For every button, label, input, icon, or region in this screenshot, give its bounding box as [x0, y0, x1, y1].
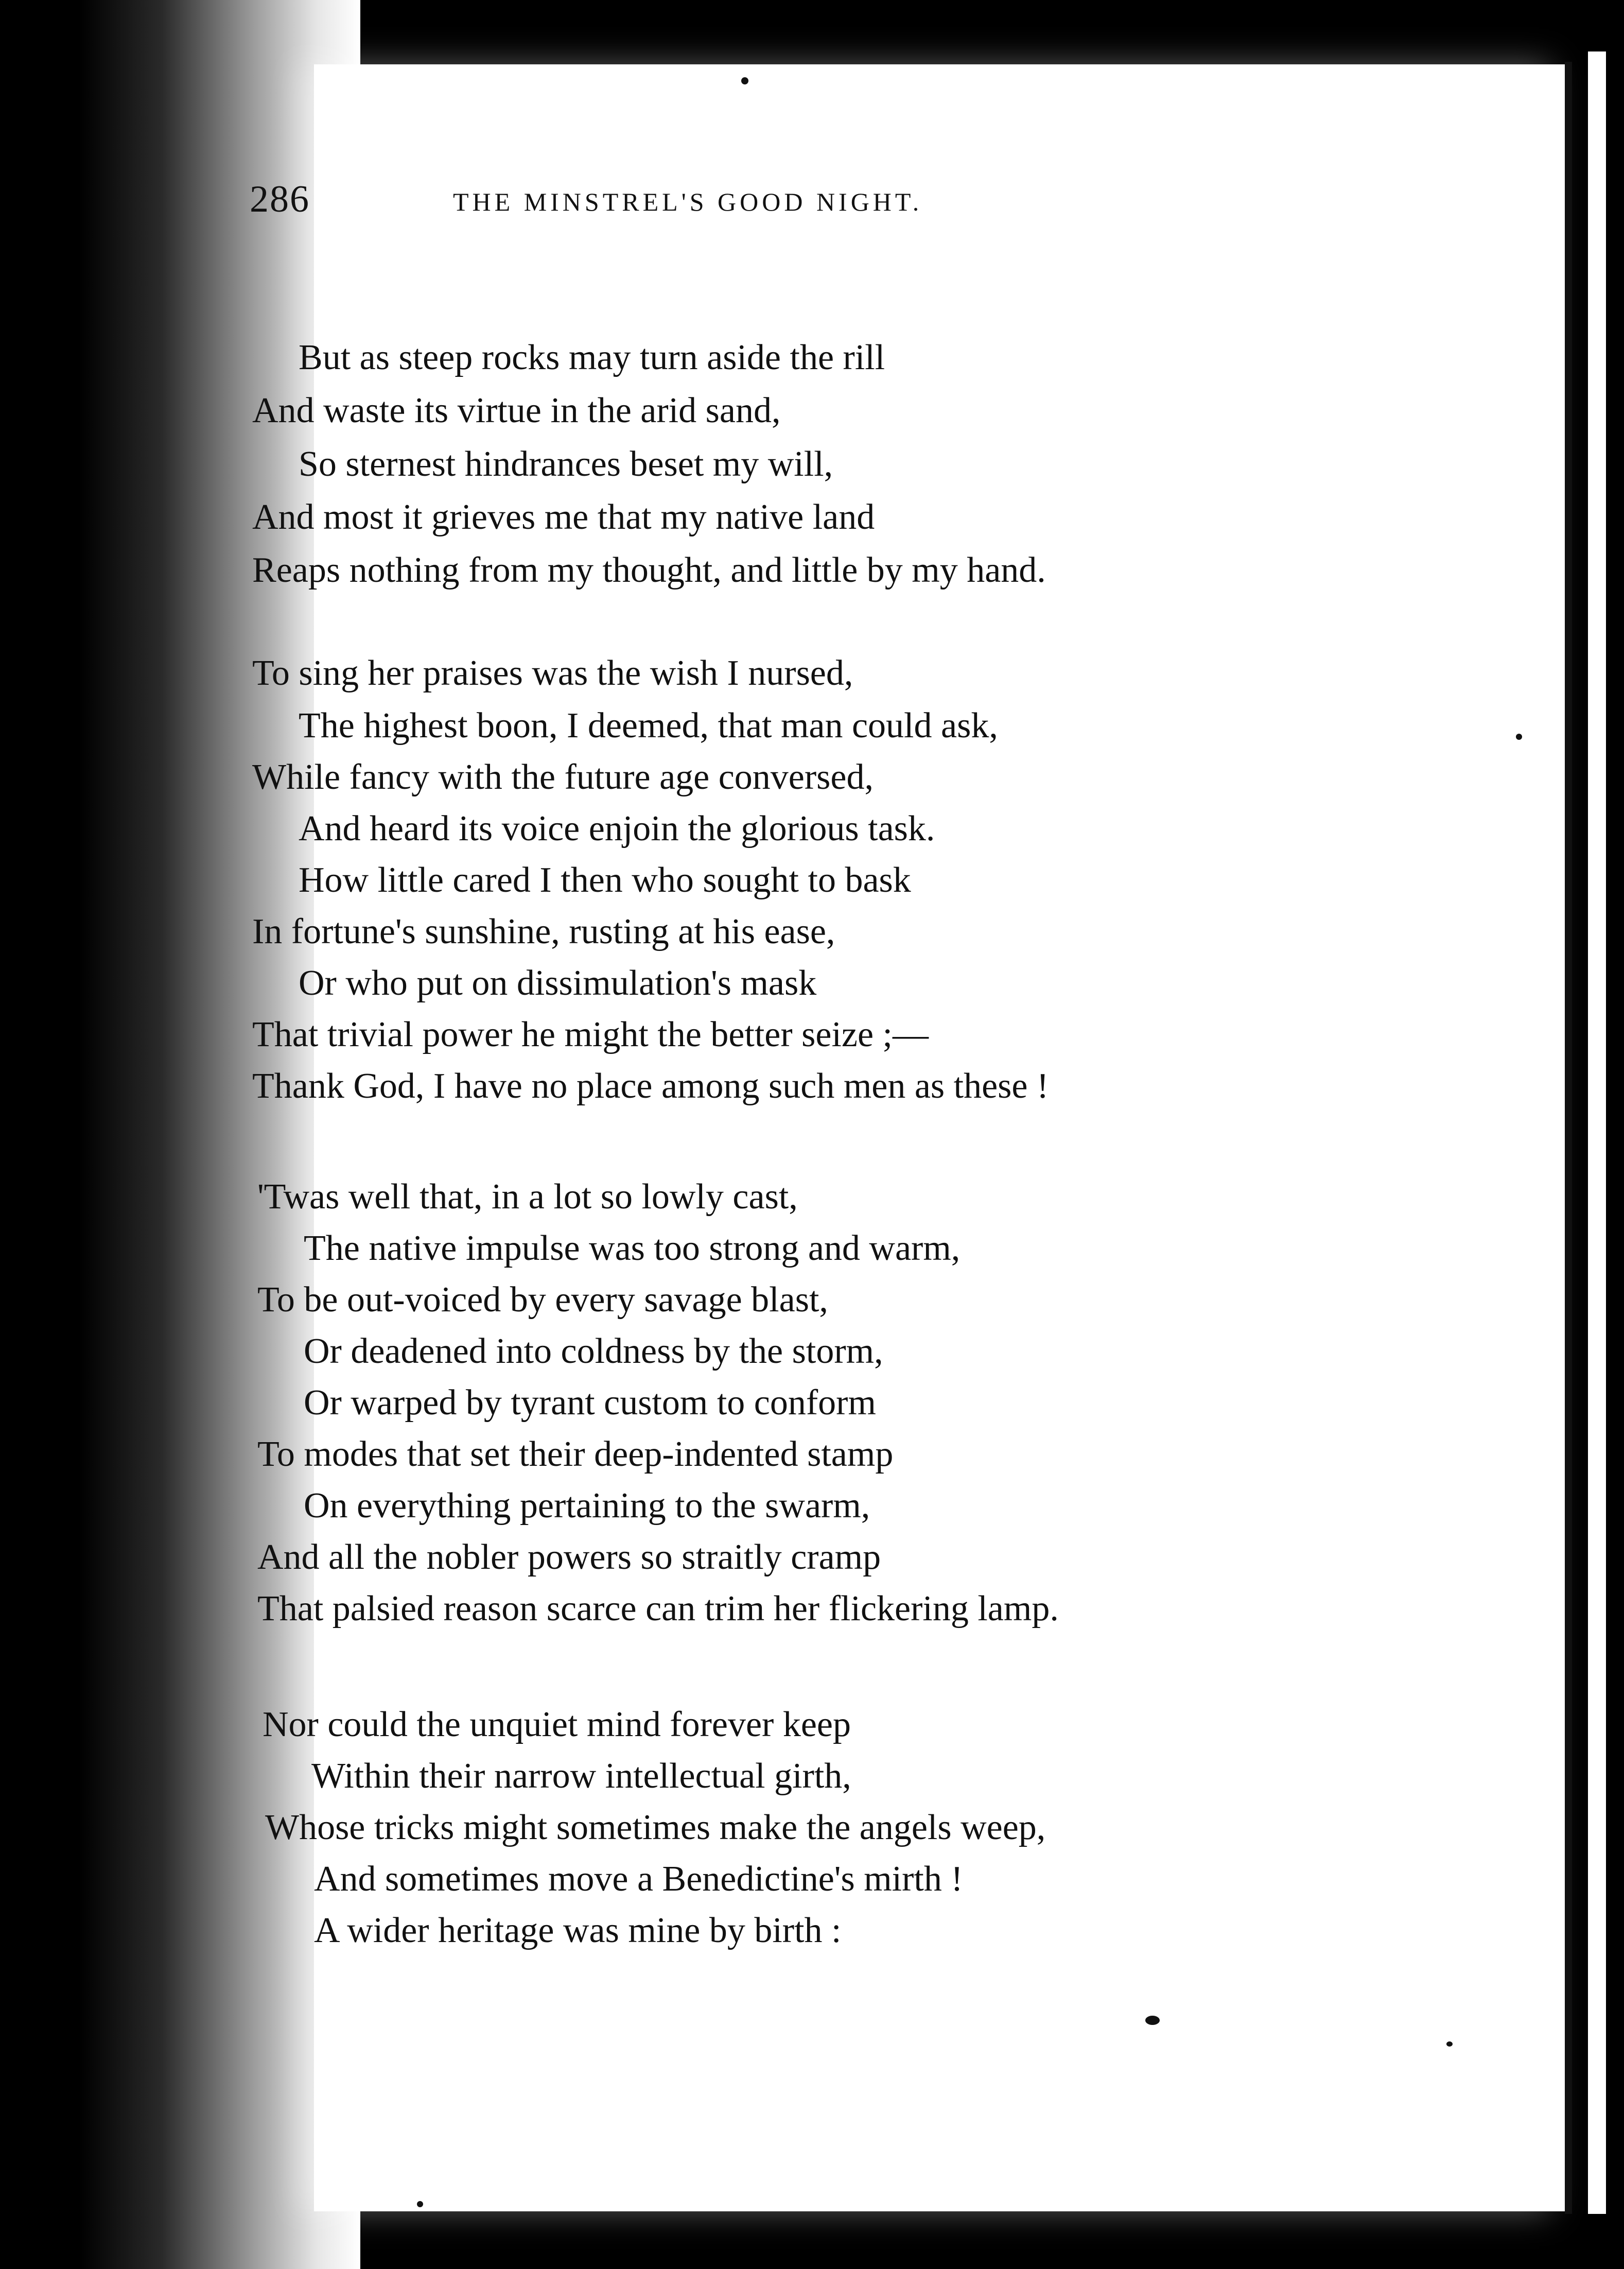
- poem-line: On everything pertaining to the swarm,: [304, 1486, 870, 1526]
- poem-line: And waste its virtue in the arid sand,: [252, 391, 781, 430]
- poem-line: To modes that set their deep-indented stamp: [257, 1434, 894, 1474]
- poem-line: Within their narrow intellectual girth,: [311, 1756, 851, 1796]
- scan-speck: [417, 2201, 423, 2207]
- scan-speck: [741, 77, 748, 84]
- poem-line: So sternest hindrances beset my will,: [299, 444, 833, 484]
- poem-line: Or who put on dissimulation's mask: [299, 963, 817, 1003]
- poem-line: And heard its voice enjoin the glorious task.: [299, 809, 935, 848]
- poem-line: That palsied reason scarce can trim her flickering lamp.: [257, 1589, 1059, 1629]
- poem-line: Thank God, I have no place among such men as these !: [252, 1066, 1049, 1106]
- scan-speck: [1145, 2016, 1160, 2025]
- poem-line: Or warped by tyrant custom to conform: [304, 1383, 876, 1423]
- page-header: [250, 178, 1305, 239]
- poem-line: Reaps nothing from my thought, and little by my hand.: [252, 550, 1046, 590]
- scan-speck: [1446, 2041, 1453, 2047]
- poem-line: Whose tricks might sometimes make the angels weep,: [265, 1808, 1046, 1847]
- scan-speck: [1516, 734, 1522, 740]
- running-title: THE MINSTREL'S GOOD NIGHT.: [453, 187, 923, 216]
- poem-line: And all the nobler powers so straitly cramp: [257, 1537, 881, 1577]
- poem-line: To be out-voiced by every savage blast,: [257, 1280, 828, 1320]
- poem-line: 'Twas well that, in a lot so lowly cast,: [257, 1177, 798, 1217]
- poem-line: The highest boon, I deemed, that man could ask,: [299, 706, 998, 746]
- page-number: 286: [250, 178, 310, 220]
- poem-line: How little cared I then who sought to bask: [299, 860, 911, 900]
- poem-line: But as steep rocks may turn aside the rill: [299, 338, 885, 377]
- poem-line: While fancy with the future age conversed,: [252, 757, 874, 797]
- poem-line: The native impulse was too strong and warm,: [304, 1228, 961, 1268]
- poem-line: Or deadened into coldness by the storm,: [304, 1331, 883, 1371]
- scan-right-border: [1565, 62, 1572, 2214]
- poem-line: Nor could the unquiet mind forever keep: [263, 1705, 851, 1744]
- poem-line: To sing her praises was the wish I nursed,: [252, 653, 853, 693]
- poem-line: And most it grieves me that my native land: [252, 497, 875, 537]
- poem-line: That trivial power he might the better seize ;—: [252, 1015, 929, 1054]
- scan-right-edge: [1588, 51, 1606, 2214]
- poem-line: A wider heritage was mine by birth :: [314, 1911, 842, 1950]
- poem-line: In fortune's sunshine, rusting at his ease,: [252, 912, 835, 951]
- poem-line: And sometimes move a Benedictine's mirth !: [314, 1859, 963, 1899]
